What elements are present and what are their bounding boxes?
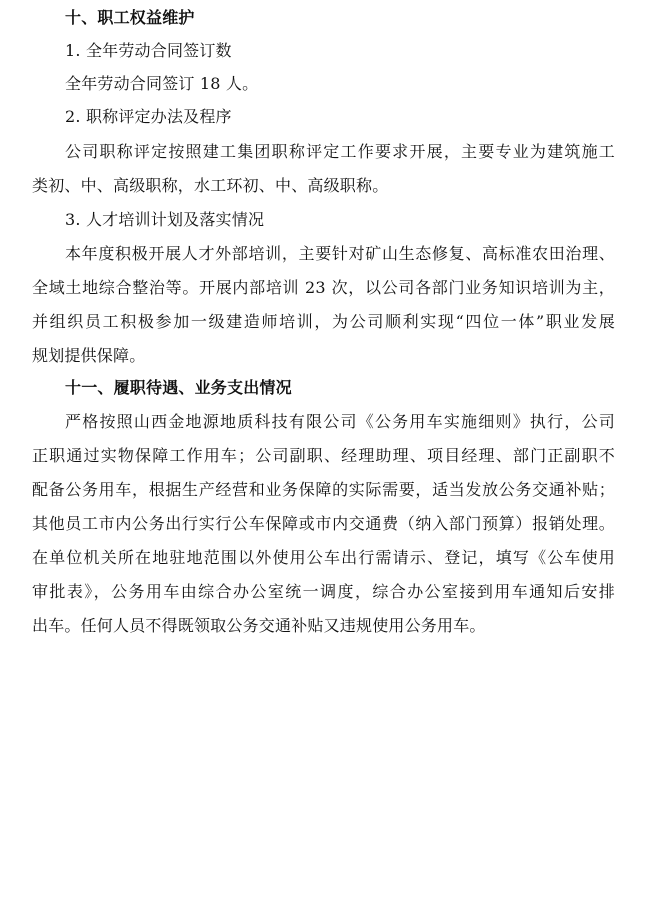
paragraph-training-line: 规划提供保障。 — [32, 346, 146, 365]
paragraph-vehicle-line: 在单位机关所在地驻地范围以外使用公车出行需请示、登记，填写《公车使用 — [32, 548, 615, 567]
paragraph-vehicle-line: 严格按照山西金地源地质科技有限公司《公务用车实施细则》执行，公司 — [65, 412, 615, 431]
subheading-title-evaluation: 2. 职称评定办法及程序 — [65, 107, 232, 126]
paragraph-title-evaluation-line: 公司职称评定按照建工集团职称评定工作要求开展，主要专业为建筑施工 — [65, 142, 615, 161]
paragraph-vehicle-line: 其他员工市内公务出行实行公车保障或市内交通费（纳入部门预算）报销处理。 — [32, 514, 615, 533]
paragraph-title-evaluation-line: 类初、中、高级职称，水工环初、中、高级职称。 — [32, 176, 389, 195]
paragraph-vehicle-line: 出车。任何人员不得既领取公务交通补贴又违规使用公务用车。 — [32, 616, 486, 635]
subheading-training-plan: 3. 人才培训计划及落实情况 — [65, 210, 265, 229]
subheading-contract-count: 1. 全年劳动合同签订数 — [65, 41, 232, 60]
paragraph-training-line: 全域土地综合整治等。开展内部培训 23 次，以公司各部门业务知识培训为主， — [32, 278, 615, 297]
section-11-heading: 十一、履职待遇、业务支出情况 — [65, 378, 292, 397]
paragraph-vehicle-line: 正职通过实物保障工作用车；公司副职、经理助理、项目经理、部门正副职不 — [32, 446, 615, 465]
paragraph-training-line: 本年度积极开展人才外部培训，主要针对矿山生态修复、高标准农田治理、 — [65, 244, 615, 263]
paragraph-vehicle-line: 配备公务用车，根据生产经营和业务保障的实际需要，适当发放公务交通补贴； — [32, 480, 615, 499]
paragraph-training-line: 并组织员工积极参加一级建造师培训，为公司顺利实现“四位一体”职业发展 — [32, 312, 615, 331]
section-10-heading: 十、职工权益维护 — [65, 8, 195, 27]
paragraph-contract-count: 全年劳动合同签订 18 人。 — [65, 74, 259, 93]
paragraph-vehicle-line: 审批表》，公务用车由综合办公室统一调度，综合办公室接到用车通知后安排 — [32, 582, 615, 601]
